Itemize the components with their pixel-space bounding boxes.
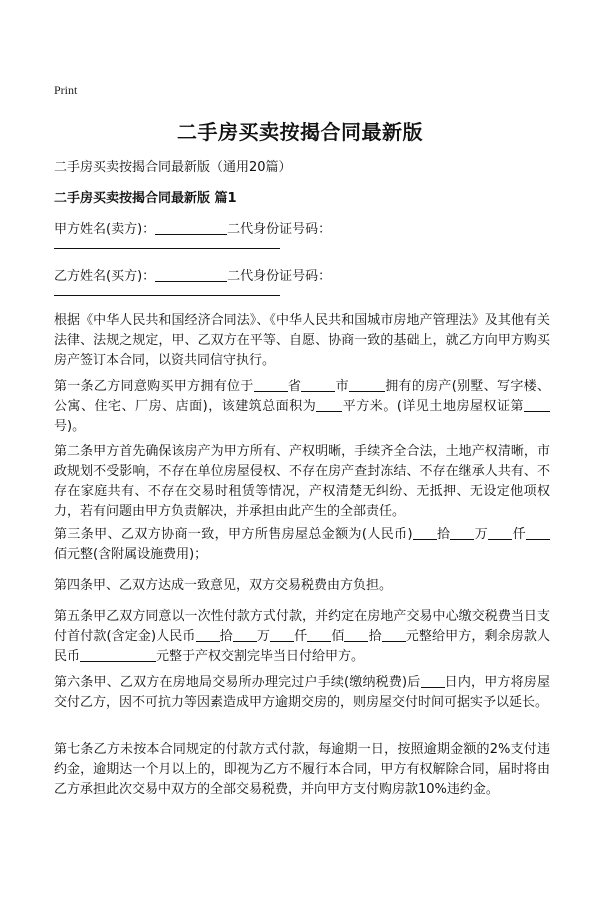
article-3-text-c: 万	[474, 527, 489, 542]
party-b-id-label: 二代身份证号码：	[227, 269, 332, 284]
article-2-paragraph: 第二条甲方首先确保该房产为甲方所有、产权明晰，手续齐全合法，土地产权清晰，市政规划不受影响，不存在单位房屋侵权、不存在房产查封冻结、不存在继承人共有、不存在家庭共有、不存在交易时租赁等情况，产权清楚无纠纷、无抵押、无设定他项权力，若有问题由甲方负责解决，并承担由此产生的全部责任。	[54, 444, 550, 519]
article-1-text-a: 第一条乙方同意购买甲方拥有位于	[54, 379, 254, 394]
article-1-text-b: 省	[287, 379, 302, 394]
intro-paragraph: 根据《中华人民共和国经济合同法》、《中华人民共和国城市房地产管理法》及其他有关法律、法规之规定，甲、乙双方在平等、自愿、协商一致的基础上，就乙方向甲方购买房产签订本合同，以资共同信守执行。	[54, 313, 550, 368]
article-1-text-e: 平方米。(详见土地房屋权证第	[342, 399, 525, 414]
party-a-name-blank	[155, 220, 227, 235]
article-5-text-b: 拾	[219, 629, 233, 644]
article-5-blank-3	[270, 627, 294, 642]
document-title: 二手房买卖按揭合同最新版	[177, 120, 423, 144]
article-5-text-c: 万	[256, 629, 270, 644]
article-5-text-f: 拾	[368, 629, 382, 644]
article-1-blank-3	[349, 377, 385, 392]
article-5-text-h: 元整于产权交割完毕当日付给甲方。	[156, 649, 365, 664]
article-5-text-a: 第五条甲乙双方同意以一次性付款方式付款，并约定在房地产交易中心缴交税费当日支付首付款(含定金)人民币	[54, 609, 550, 644]
party-a-name-label: 甲方姓名(卖方)：	[54, 222, 156, 237]
article-7-paragraph: 第七条乙方未按本合同规定的付款方式付款，每逾期一日，按照逾期金额的2%支付违约金，逾期达一个月以上的，即视为乙方不履行本合同，甲方有权解除合同，届时将由乙方承担此次交易中双方的全部交易税费，并向甲方支付购房款10%违约金。	[54, 742, 550, 797]
article-3-paragraph	[54, 525, 550, 565]
article-4-paragraph: 第四条甲、乙双方达成一致意见，双方交易税费由方负担。	[54, 578, 393, 593]
article-1-blank-2	[301, 377, 335, 392]
party-a-line	[54, 218, 331, 237]
article-1-blank-4	[316, 397, 342, 412]
article-6-paragraph	[54, 673, 550, 713]
party-a-id-blank	[54, 248, 280, 249]
article-3-text-d: 仟	[512, 527, 526, 542]
article-5-text-d: 仟	[293, 629, 308, 644]
article-3-blank-1	[413, 525, 437, 540]
article-5-blank-1	[196, 627, 220, 642]
article-5-blank-4	[307, 627, 331, 642]
article-6-text-a: 第六条甲、乙双方在房地局交易所办理完过户手续(缴纳税费)后	[54, 675, 421, 690]
article-1-paragraph	[54, 377, 550, 437]
article-3-text-a: 第三条甲、乙双方协商一致，甲方所售房屋总金额为(人民币)	[54, 527, 413, 542]
article-1-text-c: 市	[335, 379, 349, 394]
party-b-id-blank	[54, 295, 280, 296]
party-b-name-label: 乙方姓名(买方)：	[54, 269, 156, 284]
article-3-blank-3	[488, 525, 512, 540]
party-b-line	[54, 265, 331, 284]
party-b-name-blank	[155, 267, 227, 282]
article-5-blank-6	[382, 627, 406, 642]
article-1-blank-5	[524, 397, 550, 412]
document-subtitle: 二手房买卖按揭合同最新版（通用20篇）	[54, 160, 292, 175]
article-3-text-e: 佰元整(含附属设施费用)；	[54, 547, 208, 562]
article-5-text-e: 佰	[331, 629, 345, 644]
article-3-text-b: 拾	[436, 527, 451, 542]
article-6-blank-1	[421, 673, 445, 688]
article-1-text-d: 拥有的房产(别墅、写字楼、公寓、住宅、厂房、店面)，该建筑总面积为	[54, 379, 550, 414]
article-3-blank-4	[526, 525, 550, 540]
article-1-text-f: 号)。	[54, 419, 86, 434]
article-3-blank-2	[450, 525, 474, 540]
article-5-blank-7	[80, 647, 156, 662]
article-1-blank-1	[254, 377, 288, 392]
article-5-blank-2	[233, 627, 257, 642]
section-heading: 二手房买卖按揭合同最新版 篇1	[54, 191, 237, 206]
article-5-paragraph	[54, 607, 550, 667]
party-a-id-label: 二代身份证号码：	[227, 222, 332, 237]
print-label: Print	[54, 83, 78, 97]
article-5-blank-5	[344, 627, 368, 642]
article-5-text-g: 元整给甲方，剩余房款人民币	[54, 629, 550, 664]
article-6-text-b: 日内，甲方将房屋交付乙方，因不可抗力等因素造成甲方逾期交房的，则房屋交付时间可据实予以延长。	[54, 675, 550, 710]
